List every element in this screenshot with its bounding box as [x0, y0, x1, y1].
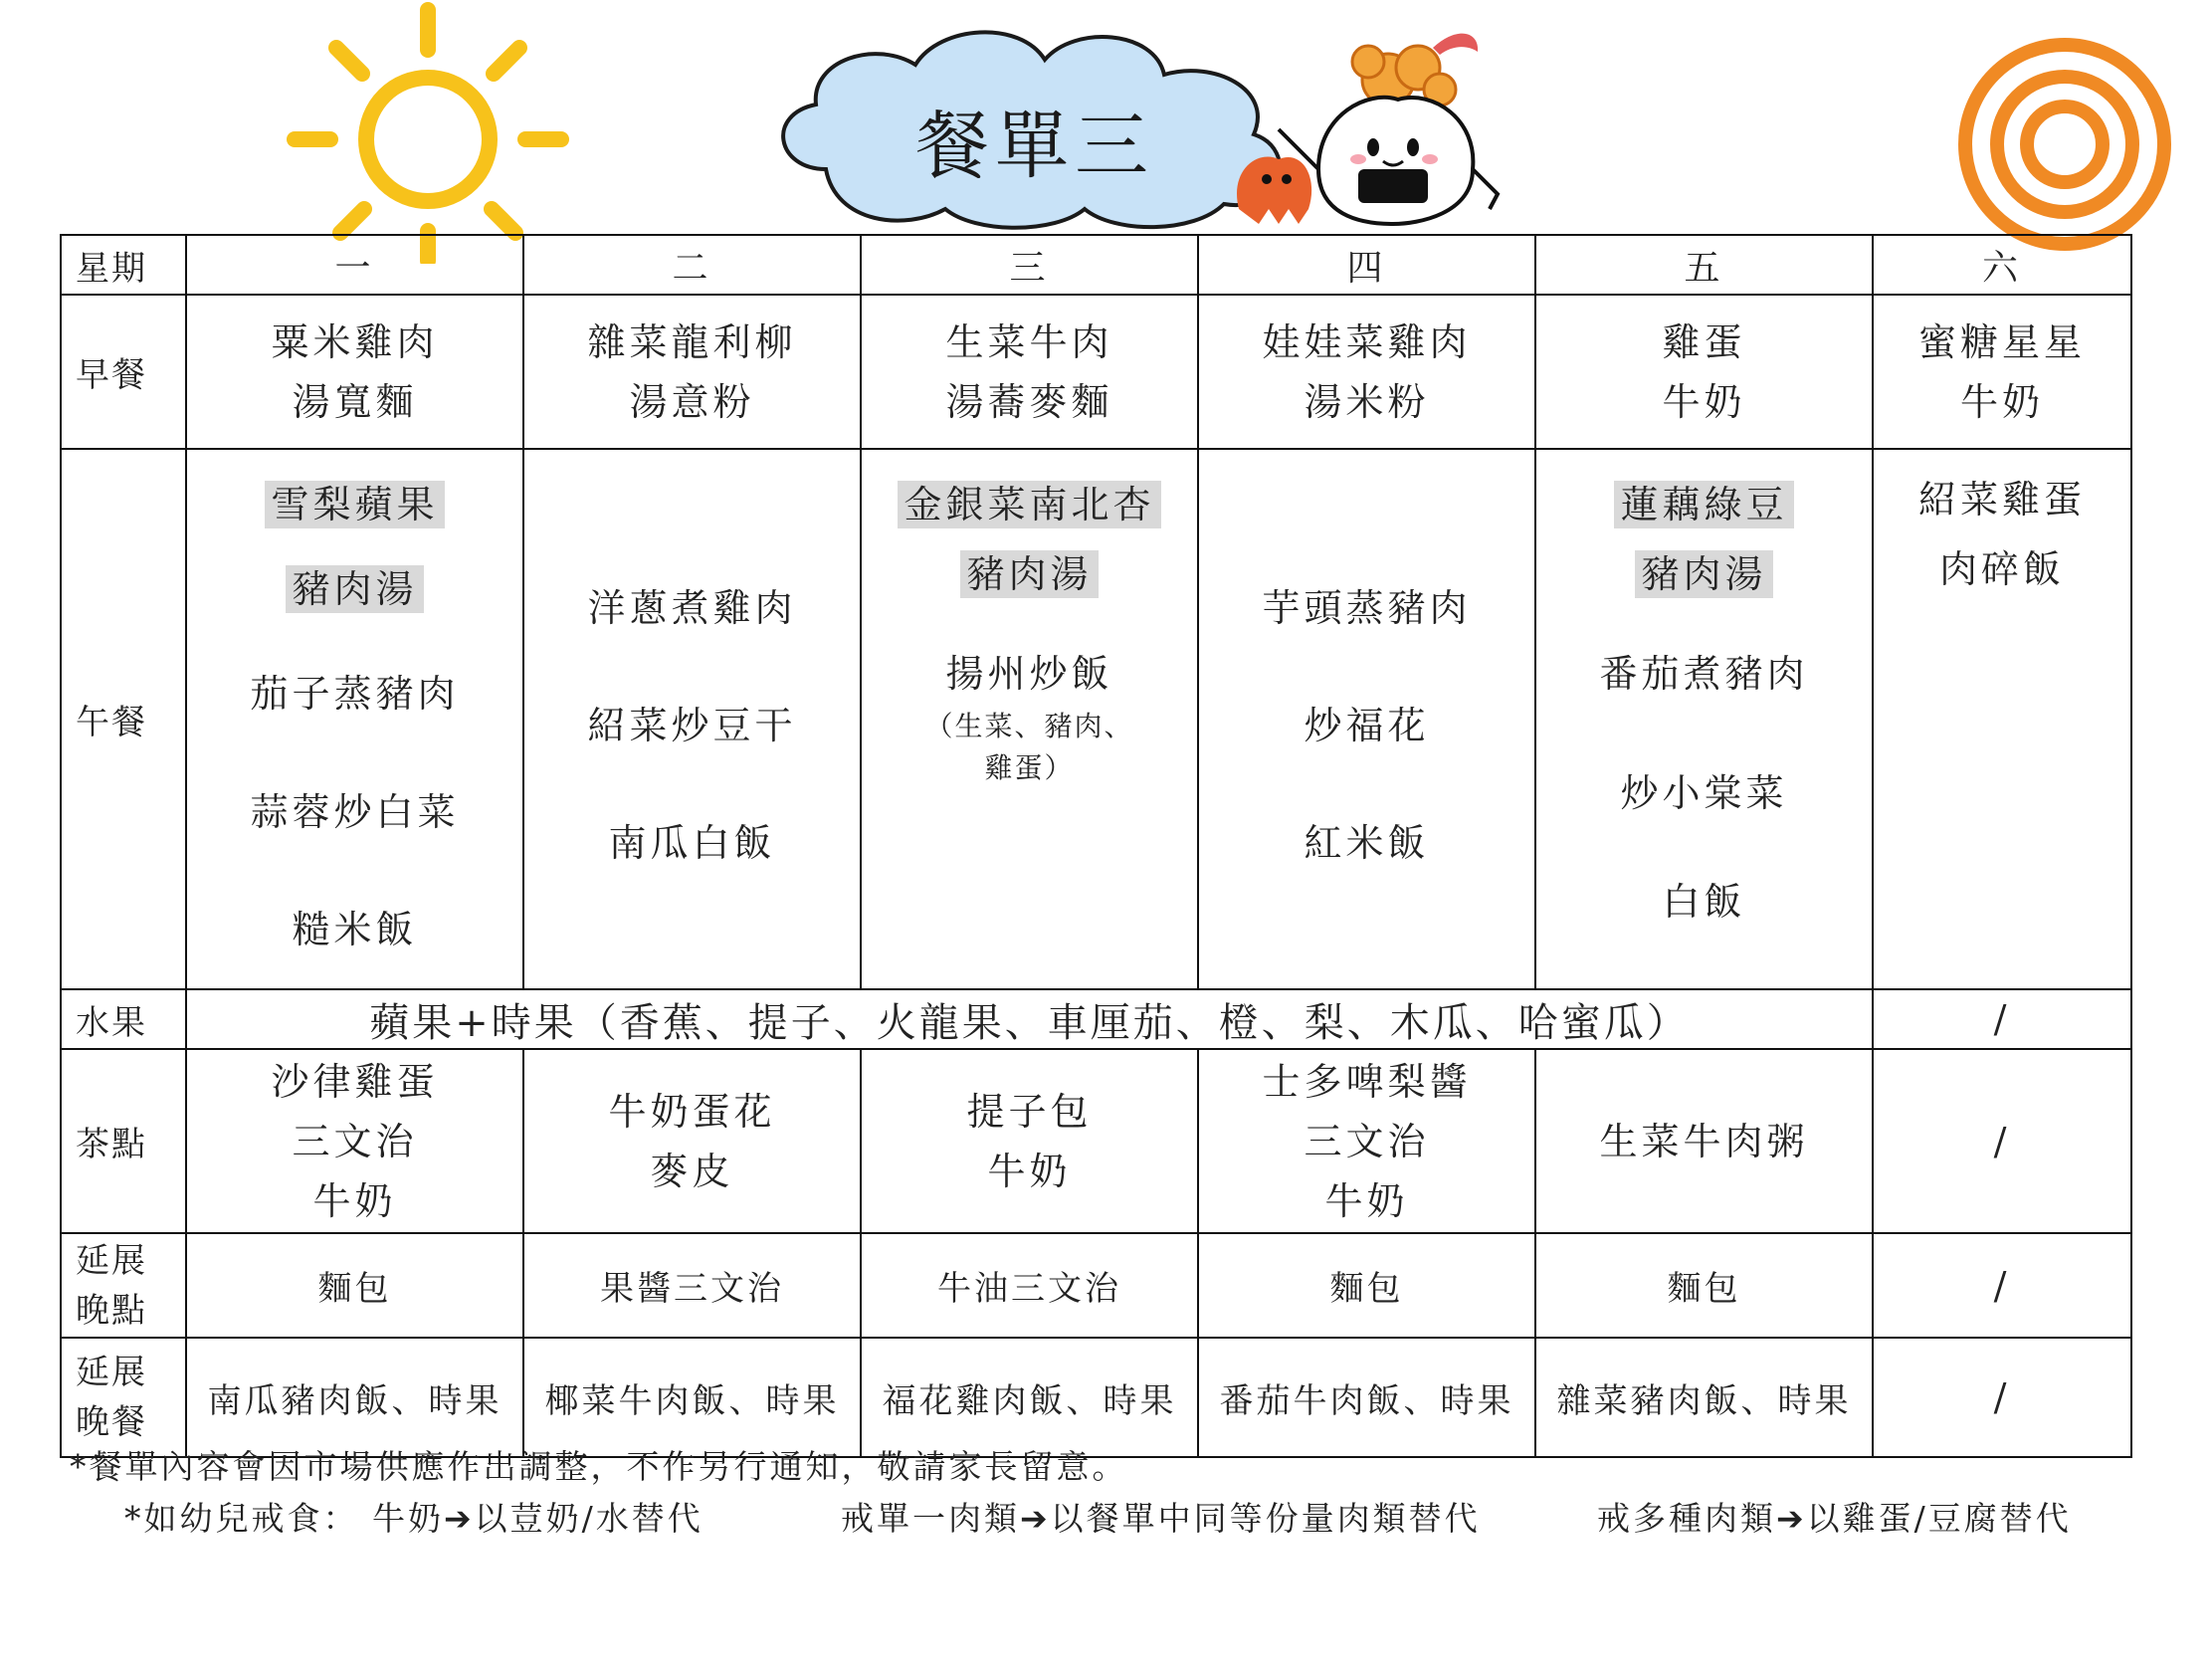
breakfast-cell	[1198, 295, 1535, 449]
dish-line: 提子包	[966, 1089, 1093, 1134]
dish-line: 芋頭蒸豬肉	[1262, 586, 1472, 630]
dish-line: 三文治	[292, 1119, 418, 1163]
allergy-note-multi-meat	[1597, 1493, 2072, 1540]
extended-dinner-cell: 椰菜牛肉飯、時果	[523, 1338, 861, 1457]
note-text: *如幼兒戒食： 牛奶	[124, 1499, 444, 1538]
soup-highlight: 豬肉湯	[286, 565, 423, 613]
dish-line: 牛奶	[987, 1149, 1072, 1193]
tea-cell	[523, 1049, 861, 1233]
dish-line: /	[1993, 1119, 2011, 1163]
lunch-cell	[1535, 449, 1873, 989]
lunch-cell	[1198, 449, 1535, 989]
breakfast-cell	[1535, 295, 1873, 449]
extended-snack-cell: 麵包	[186, 1233, 523, 1338]
breakfast-label: 早餐	[61, 295, 186, 449]
label-line: 延展	[76, 1240, 147, 1281]
label-line: 延展	[76, 1353, 147, 1392]
extended-snack-cell: 麵包	[1535, 1233, 1873, 1338]
breakfast-cell	[523, 295, 861, 449]
weekday-header: 星期	[61, 235, 186, 295]
dish-line: 洋蔥煮雞肉	[587, 586, 797, 630]
tea-label: 茶點	[61, 1049, 186, 1233]
arrow-right-icon: ➔	[1020, 1499, 1051, 1538]
dish-note: 雞蛋）	[984, 751, 1075, 784]
extended-dinner-label	[61, 1338, 186, 1457]
lunch-cell	[186, 449, 523, 989]
extended-snack-label	[61, 1233, 186, 1338]
dish-line	[862, 465, 1197, 544]
concentric-rings-icon	[1950, 20, 2179, 269]
col-saturday: 六	[1873, 235, 2131, 295]
dish-line: 生菜牛肉	[945, 319, 1113, 364]
dish-line: 士多啤梨醬	[1262, 1059, 1472, 1104]
allergy-note-single-meat	[841, 1493, 1481, 1540]
dish-line: 揚州炒飯	[945, 652, 1113, 696]
sun-icon	[279, 0, 577, 264]
menu-table	[60, 234, 2132, 1458]
extended-dinner-cell: 番茄牛肉飯、時果	[1198, 1338, 1535, 1457]
dish-line: 紹菜炒豆干	[587, 704, 797, 747]
dish-note: （生菜、豬肉、	[924, 710, 1134, 742]
extended-snack-row	[61, 1233, 2131, 1338]
soup-highlight: 豬肉湯	[1635, 550, 1772, 598]
lunch-cell	[1873, 449, 2131, 989]
col-thursday: 四	[1198, 235, 1535, 295]
breakfast-row	[61, 295, 2131, 449]
dish-line: 糙米飯	[292, 908, 418, 951]
label-line: 晚點	[76, 1290, 147, 1331]
dish-line: 湯蕎麥麵	[945, 379, 1113, 424]
dish-line	[187, 544, 522, 634]
dish-line: 麥皮	[650, 1149, 734, 1193]
note-text: 以餐單中同等份量肉類替代	[1050, 1499, 1481, 1538]
dish-line: 三文治	[1304, 1119, 1430, 1163]
extended-dinner-cell: /	[1873, 1338, 2131, 1457]
dish-line: 沙律雞蛋	[271, 1059, 439, 1104]
soup-highlight: 蓮藕綠豆	[1614, 481, 1793, 528]
rice-ball-mascot-icon	[1219, 20, 1517, 239]
soup-highlight: 豬肉湯	[960, 550, 1098, 598]
note-text: 戒多種肉類	[1597, 1499, 1776, 1538]
dish-line	[187, 465, 522, 544]
tea-cell	[1535, 1049, 1873, 1233]
arrow-right-icon: ➔	[444, 1499, 475, 1538]
tea-cell	[186, 1049, 523, 1233]
note-text: 戒單一肉類	[841, 1499, 1020, 1538]
extended-snack-cell: 果醬三文治	[523, 1233, 861, 1338]
dish-line	[1536, 465, 1872, 544]
lunch-cell	[861, 449, 1198, 989]
extended-snack-cell: /	[1873, 1233, 2131, 1338]
col-tuesday: 二	[523, 235, 861, 295]
tea-cell	[861, 1049, 1198, 1233]
dish-line: 生菜牛肉粥	[1599, 1119, 1809, 1163]
dish-line: 番茄煮豬肉	[1599, 652, 1809, 696]
tea-cell	[1873, 1049, 2131, 1233]
fruit-row	[61, 989, 2131, 1049]
fruit-saturday: /	[1873, 989, 2131, 1049]
extended-dinner-cell: 福花雞肉飯、時果	[861, 1338, 1198, 1457]
menu-note: *餐單內容會因市場供應作出調整，不作另行通知，敬請家長留意。	[70, 1447, 1128, 1486]
arrow-right-icon: ➔	[1776, 1499, 1807, 1538]
note-text: 以雞蛋/豆腐替代	[1806, 1499, 2072, 1538]
extended-dinner-row	[61, 1338, 2131, 1457]
dish-line: 牛奶	[1662, 379, 1746, 424]
allergy-note-milk	[124, 1493, 704, 1540]
extended-dinner-cell: 南瓜豬肉飯、時果	[186, 1338, 523, 1457]
lunch-cell	[523, 449, 861, 989]
soup-highlight: 金銀菜南北杏	[898, 481, 1160, 528]
dish-line: 牛奶	[312, 1178, 397, 1223]
dish-line: 粟米雞肉	[271, 319, 439, 364]
dish-line: 湯米粉	[1304, 379, 1430, 424]
fruit-text: 蘋果+時果（香蕉、提子、火龍果、車厘茄、橙、梨、木瓜、哈蜜瓜）	[186, 989, 1873, 1049]
col-wednesday: 三	[861, 235, 1198, 295]
dish-line: 白飯	[1662, 880, 1746, 924]
breakfast-cell	[186, 295, 523, 449]
dish-line: 牛奶	[1324, 1178, 1409, 1223]
dish-line: 茄子蒸豬肉	[250, 672, 460, 716]
dish-line: 炒小棠菜	[1620, 771, 1788, 815]
extended-dinner-cell: 雜菜豬肉飯、時果	[1535, 1338, 1873, 1457]
dish-line: 湯寬麵	[292, 379, 418, 424]
dish-line: 炒福花	[1304, 704, 1430, 747]
page-title: 餐單三	[915, 104, 1154, 189]
breakfast-cell	[1873, 295, 2131, 449]
header-row	[61, 235, 2131, 295]
dish-line: 紅米飯	[1304, 821, 1430, 865]
lunch-row	[61, 449, 2131, 989]
dish-line: 蒜蓉炒白菜	[250, 790, 460, 834]
tea-row	[61, 1049, 2131, 1233]
label-line: 晚餐	[76, 1402, 147, 1442]
lunch-label: 午餐	[61, 449, 186, 989]
dish-line: 牛奶蛋花	[608, 1089, 776, 1134]
tea-cell	[1198, 1049, 1535, 1233]
dish-line: 湯意粉	[629, 379, 755, 424]
dish-line: 牛奶	[1959, 379, 2044, 424]
dish-line: 雜菜龍利柳	[587, 319, 797, 364]
extended-snack-cell: 牛油三文治	[861, 1233, 1198, 1338]
dish-line: 娃娃菜雞肉	[1262, 319, 1472, 364]
dish-line: 雞蛋	[1662, 319, 1746, 364]
col-friday: 五	[1535, 235, 1873, 295]
fruit-label: 水果	[61, 989, 186, 1049]
dish-line: 紹菜雞蛋	[1917, 478, 2086, 522]
col-monday: 一	[186, 235, 523, 295]
breakfast-cell	[861, 295, 1198, 449]
dish-line: 南瓜白飯	[608, 821, 776, 865]
dish-line	[1536, 544, 1872, 604]
soup-highlight: 雪梨蘋果	[265, 481, 444, 528]
note-text: 以荳奶/水替代	[474, 1499, 704, 1538]
dish-line: 肉碎飯	[1938, 547, 2065, 591]
dish-line	[862, 544, 1197, 604]
extended-snack-cell: 麵包	[1198, 1233, 1535, 1338]
dish-line: 蜜糖星星	[1917, 319, 2086, 364]
